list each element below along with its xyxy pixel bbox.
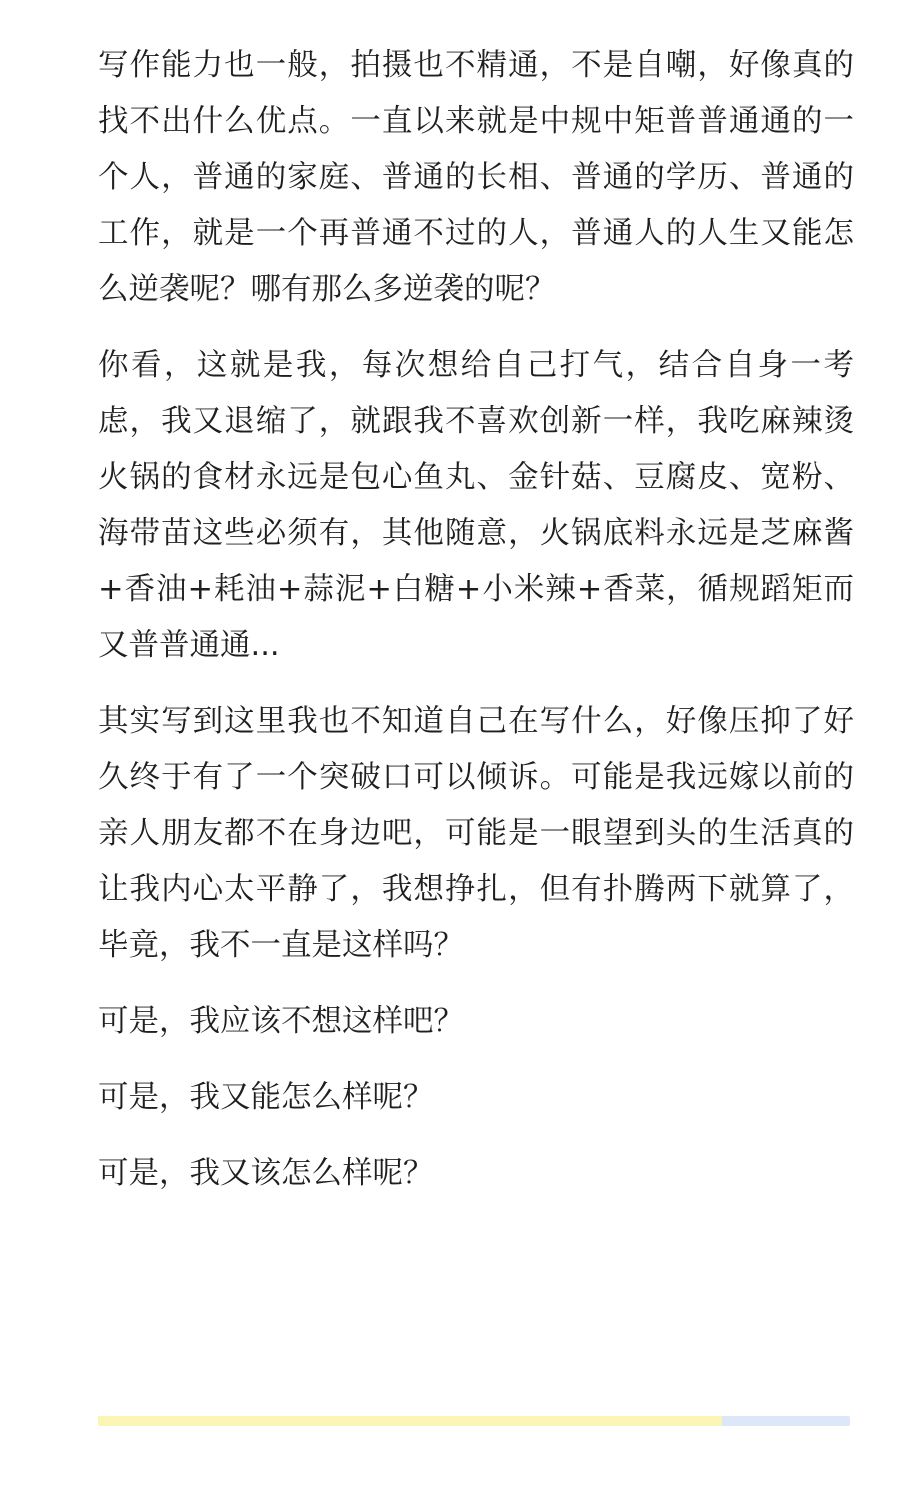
reading-progress-fill — [98, 1416, 722, 1426]
paragraph-3: 其实写到这里我也不知道自己在写什么，好像压抑了好久终于有了一个突破口可以倾诉。可能是我远嫁以前的亲人朋友都不在身边吧，可能是一眼望到头的生活真的让我内心太平静了，我想挣扎，但有扑腾两下就算了，毕竟，我不一直是这样吗？ — [98, 704, 854, 963]
paragraph-5: 可是，我又能怎么样呢？ — [98, 1080, 434, 1115]
paragraph-2: 你看，这就是我，每次想给自己打气，结合自身一考虑，我又退缩了，就跟我不喜欢创新一样，我吃麻辣烫火锅的食材永远是包心鱼丸、金针菇、豆腐皮、宽粉、海带苗这些必须有，其他随意，火锅底料永远是芝麻酱+香油+耗油+蒜泥+白糖+小米辣+香菜，循规蹈矩而又普普通通... — [98, 348, 854, 663]
paragraph-4: 可是，我应该不想这样吧？ — [98, 1004, 464, 1039]
paragraph-6: 可是，我又该怎么样呢？ — [98, 1156, 434, 1191]
article-body — [98, 38, 854, 1222]
paragraph-1: 写作能力也一般，拍摄也不精通，不是自嘲，好像真的找不出什么优点。一直以来就是中规中矩普普通通的一个人，普通的家庭、普通的长相、普通的学历、普通的工作，就是一个再普通不过的人，普通人的人生又能怎么逆袭呢？哪有那么多逆袭的呢？ — [98, 48, 854, 307]
reading-progress-bar — [98, 1416, 850, 1426]
